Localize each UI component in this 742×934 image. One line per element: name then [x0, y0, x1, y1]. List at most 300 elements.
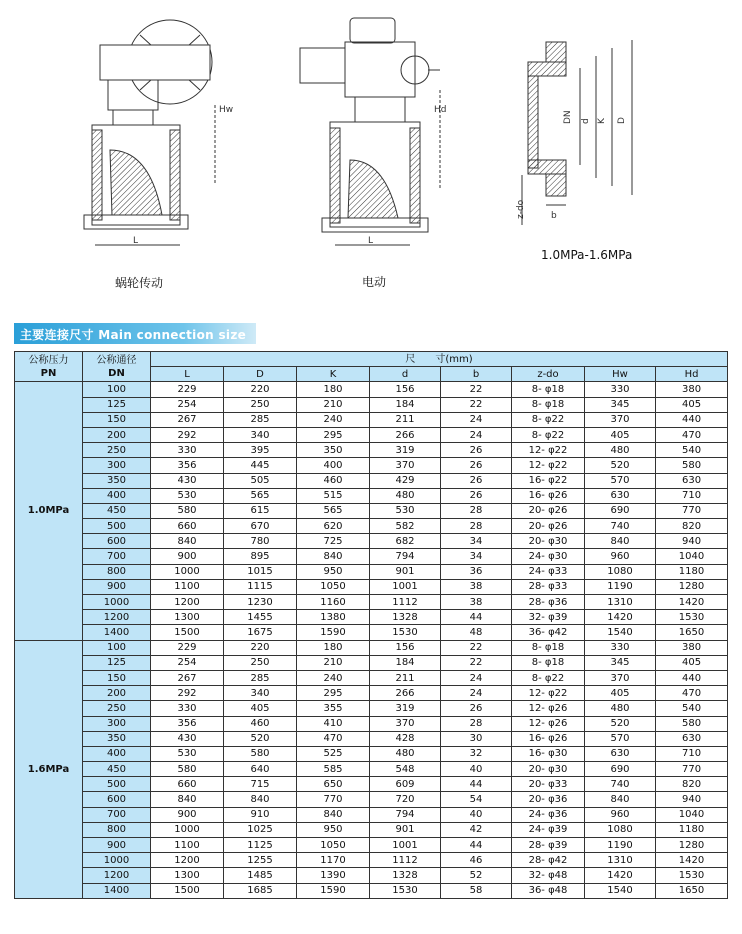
table-cell: 8- φ22 [512, 412, 585, 427]
table-cell: 901 [370, 564, 441, 579]
table-row [15, 397, 728, 412]
table-cell: 570 [585, 473, 656, 488]
dn-cell: 1000 [83, 595, 151, 610]
pressure-range-caption: 1.0MPa-1.6MPa [541, 248, 633, 262]
dn-header-en: DN [108, 367, 125, 379]
table-cell: 1455 [224, 610, 297, 625]
table-cell: 480 [585, 701, 656, 716]
table-cell: 525 [297, 746, 370, 761]
table-cell: 1180 [656, 564, 728, 579]
flange-section-drawing [522, 40, 632, 225]
table-cell: 24- φ39 [512, 822, 585, 837]
dn-cell: 400 [83, 488, 151, 503]
table-row [15, 412, 728, 427]
dn-cell: 150 [83, 670, 151, 685]
table-cell: 54 [441, 792, 512, 807]
table-cell: 20- φ33 [512, 777, 585, 792]
table-cell: 16- φ30 [512, 746, 585, 761]
table-cell: 32- φ39 [512, 610, 585, 625]
table-cell: 580 [151, 762, 224, 777]
table-cell: 740 [585, 519, 656, 534]
table-cell: 28- φ33 [512, 579, 585, 594]
table-body [15, 382, 728, 898]
table-row [15, 777, 728, 792]
table-cell: 254 [151, 397, 224, 412]
table-cell: 211 [370, 412, 441, 427]
table-cell: 405 [656, 397, 728, 412]
table-cell: 36 [441, 564, 512, 579]
table-cell: 630 [585, 746, 656, 761]
table-cell: 715 [224, 777, 297, 792]
table-cell: 1025 [224, 822, 297, 837]
table-cell: 250 [224, 655, 297, 670]
pn-header [15, 352, 83, 382]
table-cell: 565 [224, 488, 297, 503]
table-cell: 32- φ48 [512, 868, 585, 883]
table-cell: 940 [656, 792, 728, 807]
table-cell: 34 [441, 534, 512, 549]
table-cell: 1040 [656, 549, 728, 564]
table-cell: 30 [441, 731, 512, 746]
table-cell: 670 [224, 519, 297, 534]
table-cell: 26 [441, 443, 512, 458]
column-header: b [441, 367, 512, 382]
column-header: z-do [512, 367, 585, 382]
table-cell: 840 [585, 792, 656, 807]
table-row [15, 670, 728, 685]
table-cell: 515 [297, 488, 370, 503]
table-cell: 794 [370, 549, 441, 564]
table-cell: 370 [370, 716, 441, 731]
table-cell: 660 [151, 777, 224, 792]
table-cell: 548 [370, 762, 441, 777]
table-cell: 40 [441, 807, 512, 822]
table-row [15, 625, 728, 640]
table-cell: 340 [224, 686, 297, 701]
table-cell: 710 [656, 488, 728, 503]
table-cell: 340 [224, 427, 297, 442]
column-header: D [224, 367, 297, 382]
table-row [15, 640, 728, 655]
table-row [15, 503, 728, 518]
table-cell: 36- φ42 [512, 625, 585, 640]
table-cell: 24 [441, 670, 512, 685]
table-cell: 1000 [151, 822, 224, 837]
dn-cell: 350 [83, 473, 151, 488]
dn-cell: 900 [83, 579, 151, 594]
table-cell: 770 [656, 762, 728, 777]
pn-header-cn: 公称压力 [28, 354, 69, 366]
table-cell: 1080 [585, 564, 656, 579]
table-cell: 20- φ30 [512, 534, 585, 549]
table-cell: 1040 [656, 807, 728, 822]
table-cell: 585 [297, 762, 370, 777]
table-cell: 580 [151, 503, 224, 518]
table-cell: 44 [441, 838, 512, 853]
table-cell: 26 [441, 488, 512, 503]
table-cell: 370 [585, 412, 656, 427]
table-row [15, 838, 728, 853]
table-row [15, 595, 728, 610]
table-cell: 319 [370, 701, 441, 716]
table-cell: 350 [297, 443, 370, 458]
table-cell: 292 [151, 686, 224, 701]
dn-cell: 700 [83, 807, 151, 822]
table-row [15, 701, 728, 716]
dn-dimension-label: DN [563, 110, 573, 124]
table-cell: 1485 [224, 868, 297, 883]
table-cell: 12- φ22 [512, 686, 585, 701]
table-cell: 210 [297, 397, 370, 412]
table-cell: 380 [656, 640, 728, 655]
section-banner [14, 323, 256, 344]
table-cell: 480 [585, 443, 656, 458]
table-cell: 1328 [370, 610, 441, 625]
table-cell: 940 [656, 534, 728, 549]
table-cell: 46 [441, 853, 512, 868]
column-header: L [151, 367, 224, 382]
table-cell: 184 [370, 397, 441, 412]
table-cell: 1310 [585, 595, 656, 610]
table-cell: 820 [656, 519, 728, 534]
table-row [15, 427, 728, 442]
table-cell: 520 [585, 458, 656, 473]
table-cell: 1112 [370, 595, 441, 610]
table-cell: 1080 [585, 822, 656, 837]
table-row [15, 534, 728, 549]
table-cell: 180 [297, 382, 370, 397]
table-cell: 725 [297, 534, 370, 549]
table-cell: 820 [656, 777, 728, 792]
table-cell: 710 [656, 746, 728, 761]
table-cell: 960 [585, 807, 656, 822]
table-row [15, 822, 728, 837]
table-cell: 840 [585, 534, 656, 549]
table-cell: 330 [585, 640, 656, 655]
dn-cell: 1400 [83, 883, 151, 898]
table-row [15, 807, 728, 822]
table-cell: 28 [441, 519, 512, 534]
table-cell: 1125 [224, 838, 297, 853]
table-cell: 254 [151, 655, 224, 670]
table-cell: 630 [585, 488, 656, 503]
table-cell: 229 [151, 640, 224, 655]
table-cell: 428 [370, 731, 441, 746]
table-cell: 780 [224, 534, 297, 549]
table-cell: 16- φ26 [512, 731, 585, 746]
table-cell: 370 [370, 458, 441, 473]
table-cell: 240 [297, 412, 370, 427]
table-cell: 950 [297, 822, 370, 837]
table-cell: 24 [441, 427, 512, 442]
table-cell: 1100 [151, 838, 224, 853]
table-row [15, 579, 728, 594]
table-cell: 405 [585, 686, 656, 701]
dn-cell: 250 [83, 443, 151, 458]
electric-caption: 电动 [362, 275, 387, 289]
dn-cell: 600 [83, 792, 151, 807]
table-cell: 480 [370, 488, 441, 503]
table-cell: 395 [224, 443, 297, 458]
hd-dimension-label: Hd [434, 105, 447, 115]
table-cell: 1500 [151, 625, 224, 640]
dn-cell: 100 [83, 640, 151, 655]
table-cell: 720 [370, 792, 441, 807]
table-cell: 8- φ18 [512, 655, 585, 670]
dn-cell: 200 [83, 686, 151, 701]
table-cell: 266 [370, 427, 441, 442]
table-cell: 24- φ36 [512, 807, 585, 822]
table-cell: 12- φ22 [512, 458, 585, 473]
table-row [15, 716, 728, 731]
table-cell: 285 [224, 412, 297, 427]
table-cell: 470 [656, 686, 728, 701]
table-cell: 620 [297, 519, 370, 534]
table-cell: 895 [224, 549, 297, 564]
dn-cell: 100 [83, 382, 151, 397]
table-cell: 1310 [585, 853, 656, 868]
table-row [15, 686, 728, 701]
table-cell: 1001 [370, 838, 441, 853]
table-row [15, 883, 728, 898]
table-cell: 1001 [370, 579, 441, 594]
table-cell: 184 [370, 655, 441, 670]
table-cell: 1180 [656, 822, 728, 837]
table-cell: 20- φ26 [512, 503, 585, 518]
table-cell: 1160 [297, 595, 370, 610]
table-cell: 1685 [224, 883, 297, 898]
table-cell: 52 [441, 868, 512, 883]
table-cell: 1280 [656, 838, 728, 853]
table-cell: 1112 [370, 853, 441, 868]
table-cell: 505 [224, 473, 297, 488]
dn-cell: 800 [83, 564, 151, 579]
table-cell: 1380 [297, 610, 370, 625]
table-cell: 950 [297, 564, 370, 579]
table-cell: 40 [441, 762, 512, 777]
dn-cell: 125 [83, 655, 151, 670]
table-cell: 840 [151, 534, 224, 549]
table-cell: 1675 [224, 625, 297, 640]
table-cell: 690 [585, 503, 656, 518]
table-cell: 1200 [151, 595, 224, 610]
table-cell: 901 [370, 822, 441, 837]
table-cell: 156 [370, 382, 441, 397]
dn-cell: 500 [83, 519, 151, 534]
table-row [15, 746, 728, 761]
table-header-row-1 [15, 352, 728, 367]
worm-gear-caption: 蜗轮传动 [115, 276, 164, 290]
table-cell: 295 [297, 686, 370, 701]
table-cell: 26 [441, 458, 512, 473]
table-cell: 28- φ42 [512, 853, 585, 868]
table-cell: 1530 [656, 610, 728, 625]
table-cell: 794 [370, 807, 441, 822]
table-cell: 20- φ30 [512, 762, 585, 777]
table-cell: 1590 [297, 625, 370, 640]
table-cell: 1230 [224, 595, 297, 610]
table-row [15, 443, 728, 458]
table-cell: 960 [585, 549, 656, 564]
hw-dimension-label: Hw [219, 105, 234, 115]
table-cell: 1015 [224, 564, 297, 579]
dn-cell: 450 [83, 503, 151, 518]
table-row [15, 655, 728, 670]
column-header: d [370, 367, 441, 382]
table-cell: 840 [151, 792, 224, 807]
table-cell: 520 [224, 731, 297, 746]
table-cell: 370 [585, 670, 656, 685]
table-cell: 1300 [151, 610, 224, 625]
table-row [15, 792, 728, 807]
table-cell: 12- φ22 [512, 443, 585, 458]
dn-cell: 1200 [83, 610, 151, 625]
table-row [15, 564, 728, 579]
table-cell: 1590 [297, 883, 370, 898]
table-cell: 1500 [151, 883, 224, 898]
table-cell: 24- φ33 [512, 564, 585, 579]
table-cell: 220 [224, 640, 297, 655]
table-cell: 24- φ30 [512, 549, 585, 564]
table-cell: 330 [151, 701, 224, 716]
table-cell: 20- φ26 [512, 519, 585, 534]
table-cell: 330 [151, 443, 224, 458]
table-cell: 355 [297, 701, 370, 716]
table-row [15, 488, 728, 503]
table-cell: 1390 [297, 868, 370, 883]
table-cell: 295 [297, 427, 370, 442]
table-cell: 26 [441, 701, 512, 716]
table-cell: 32 [441, 746, 512, 761]
table-cell: 28 [441, 503, 512, 518]
table-row [15, 853, 728, 868]
table-cell: 42 [441, 822, 512, 837]
table-cell: 540 [656, 701, 728, 716]
d-large-dimension-label: D [617, 117, 627, 124]
section-banner-title: 主要连接尺寸 Main connection size [20, 328, 247, 342]
zdo-dimension-label: z-do [516, 199, 526, 219]
table-cell: 690 [585, 762, 656, 777]
table-cell: 440 [656, 412, 728, 427]
dn-cell: 500 [83, 777, 151, 792]
table-row [15, 731, 728, 746]
pn-group-cell: 1.6MPa [15, 640, 83, 898]
table-row [15, 610, 728, 625]
table-cell: 28- φ39 [512, 838, 585, 853]
dn-cell: 1200 [83, 868, 151, 883]
l-dimension-label-worm: L [133, 236, 139, 246]
dn-cell: 150 [83, 412, 151, 427]
table-cell: 1255 [224, 853, 297, 868]
table-cell: 292 [151, 427, 224, 442]
electric-valve-drawing [300, 18, 440, 245]
table-cell: 1540 [585, 625, 656, 640]
table-cell: 1540 [585, 883, 656, 898]
table-cell: 8- φ18 [512, 382, 585, 397]
table-cell: 1650 [656, 625, 728, 640]
table-cell: 48 [441, 625, 512, 640]
table-cell: 1050 [297, 838, 370, 853]
table-cell: 580 [656, 458, 728, 473]
technical-drawings [0, 0, 742, 310]
table-cell: 1300 [151, 868, 224, 883]
table-cell: 356 [151, 716, 224, 731]
table-cell: 22 [441, 640, 512, 655]
table-cell: 540 [656, 443, 728, 458]
table-cell: 210 [297, 655, 370, 670]
table-cell: 1170 [297, 853, 370, 868]
table-cell: 405 [656, 655, 728, 670]
table-cell: 400 [297, 458, 370, 473]
dn-cell: 125 [83, 397, 151, 412]
size-header: 尺 寸(mm) [151, 352, 728, 367]
column-header: K [297, 367, 370, 382]
table-cell: 660 [151, 519, 224, 534]
dn-cell: 350 [83, 731, 151, 746]
table-cell: 770 [297, 792, 370, 807]
table-cell: 267 [151, 670, 224, 685]
dn-cell: 300 [83, 716, 151, 731]
table-cell: 229 [151, 382, 224, 397]
table-cell: 266 [370, 686, 441, 701]
table-cell: 36- φ48 [512, 883, 585, 898]
table-row [15, 762, 728, 777]
table-cell: 1420 [585, 610, 656, 625]
table-cell: 1115 [224, 579, 297, 594]
column-header: Hd [656, 367, 728, 382]
table-cell: 16- φ26 [512, 488, 585, 503]
table-cell: 26 [441, 473, 512, 488]
table-cell: 24 [441, 412, 512, 427]
table-cell: 380 [656, 382, 728, 397]
dn-header [83, 352, 151, 382]
table-cell: 615 [224, 503, 297, 518]
table-cell: 640 [224, 762, 297, 777]
table-cell: 58 [441, 883, 512, 898]
table-cell: 1050 [297, 579, 370, 594]
table-cell: 630 [656, 473, 728, 488]
table-cell: 582 [370, 519, 441, 534]
table-cell: 480 [370, 746, 441, 761]
table-cell: 180 [297, 640, 370, 655]
table-cell: 156 [370, 640, 441, 655]
table-cell: 740 [585, 777, 656, 792]
dn-header-cn: 公称通径 [96, 354, 137, 366]
dn-cell: 400 [83, 746, 151, 761]
table-row [15, 382, 728, 397]
table-cell: 1420 [585, 868, 656, 883]
table-cell: 520 [585, 716, 656, 731]
table-cell: 356 [151, 458, 224, 473]
table-cell: 211 [370, 670, 441, 685]
l-dimension-label-electric: L [368, 236, 374, 246]
table-row [15, 868, 728, 883]
table-cell: 1190 [585, 838, 656, 853]
table-cell: 250 [224, 397, 297, 412]
pn-header-en: PN [40, 367, 57, 379]
table-cell: 16- φ22 [512, 473, 585, 488]
table-cell: 609 [370, 777, 441, 792]
table-cell: 44 [441, 610, 512, 625]
connection-size-table [14, 351, 728, 899]
k-dimension-label: K [597, 118, 607, 124]
dn-cell: 600 [83, 534, 151, 549]
table-cell: 1530 [656, 868, 728, 883]
table-cell: 12- φ26 [512, 701, 585, 716]
table-cell: 580 [224, 746, 297, 761]
table-cell: 1200 [151, 853, 224, 868]
table-cell: 682 [370, 534, 441, 549]
